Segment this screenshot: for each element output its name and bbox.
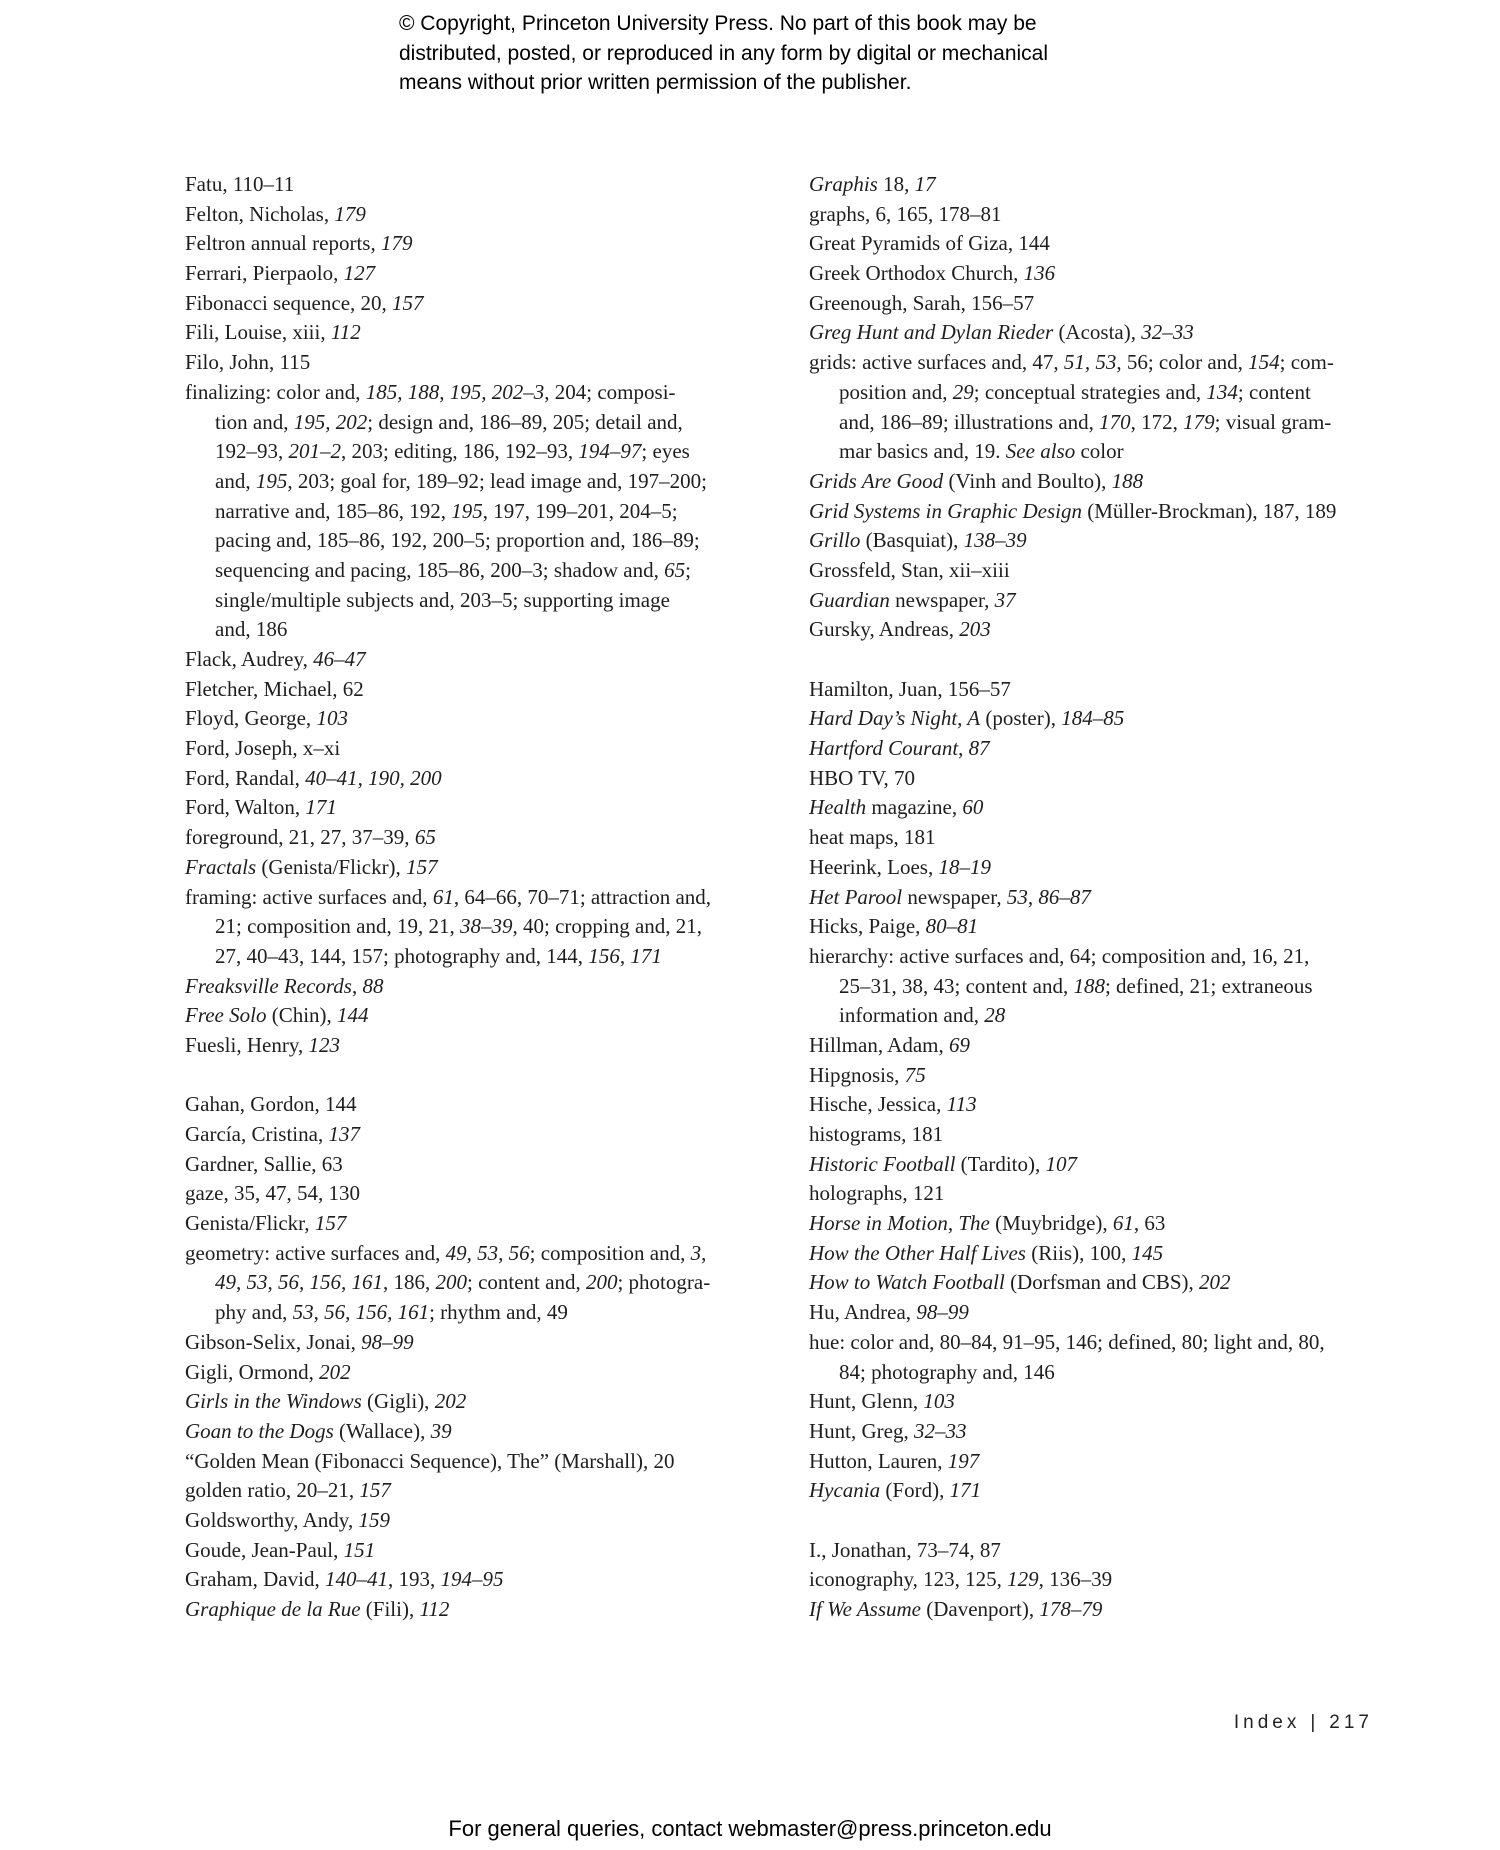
index-entry-line: single/multiple subjects and, 203–5; supporting image — [215, 587, 670, 612]
index-entry-line: Greek Orthodox Church, 136 — [809, 261, 1056, 286]
index-entry-line: Goude, Jean-Paul, 151 — [185, 1537, 376, 1562]
index-entry-line: Health magazine, 60 — [809, 795, 984, 820]
contact-line: For general queries, contact webmaster@press.princeton.edu — [448, 1816, 1052, 1841]
index-entry-line: Floyd, George, 103 — [185, 706, 348, 731]
index-entry-line: iconography, 123, 125, 129, 136–39 — [809, 1567, 1113, 1592]
index-entry-line: 84; photography and, 146 — [839, 1359, 1055, 1384]
index-entry-line: Greg Hunt and Dylan Rieder (Acosta), 32–33 — [809, 320, 1194, 345]
index-entry-line: Horse in Motion, The (Muybridge), 61, 63 — [809, 1211, 1166, 1236]
footer-section-label: Index — [1233, 1712, 1301, 1733]
index-entry-line: graphs, 6, 165, 178–81 — [809, 201, 1002, 226]
index-entry-line: geometry: active surfaces and, 49, 53, 56; composition and, 3, — [185, 1240, 707, 1265]
index-entry-line: Free Solo (Chin), 144 — [185, 1003, 369, 1028]
index-entry-line: If We Assume (Davenport), 178–79 — [809, 1597, 1103, 1621]
index-entry-line: Gigli, Ormond, 202 — [185, 1359, 351, 1384]
index-entry-line: Gibson-Selix, Jonai, 98–99 — [185, 1329, 414, 1354]
index-entry-line: Hutton, Lauren, 197 — [809, 1448, 980, 1473]
index-entry-line: “Golden Mean (Fibonacci Sequence), The” (Marshall), 20 — [185, 1448, 675, 1473]
index-entry-line: Hamilton, Juan, 156–57 — [809, 676, 1011, 701]
index-entry-line: Gardner, Sallie, 63 — [185, 1151, 343, 1176]
index-entry-line: Genista/Flickr, 157 — [185, 1211, 347, 1236]
index-entry-line: Ford, Joseph, x–xi — [185, 736, 341, 761]
index-entry-line: framing: active surfaces and, 61, 64–66, 70–71; attraction and, — [185, 884, 712, 909]
index-entry-line: 27, 40–43, 144, 157; photography and, 144, 156, 171 — [215, 943, 662, 968]
index-entry-line: Felton, Nicholas, 179 — [185, 201, 366, 226]
index-entry-line: García, Cristina, 137 — [185, 1122, 360, 1146]
index-entry-line: Girls in the Windows (Gigli), 202 — [185, 1389, 467, 1414]
footer-separator: | — [1310, 1712, 1320, 1733]
index-column-right — [809, 170, 1369, 1625]
index-entry-line: Ford, Walton, 171 — [185, 795, 337, 820]
copyright-line: © Copyright, Princeton University Press. No part of this book may be — [399, 12, 1037, 35]
index-entry-line: position and, 29; conceptual strategies and, 134; content — [839, 379, 1311, 404]
running-footer — [1234, 1712, 1373, 1734]
index-entry-line: narrative and, 185–86, 192, 195, 197, 199–201, 204–5; — [215, 498, 678, 523]
index-entry-line: Fractals (Genista/Flickr), 157 — [185, 854, 438, 879]
index-entry-line: How to Watch Football (Dorfsman and CBS), 202 — [809, 1270, 1231, 1295]
index-entry-line: 49, 53, 56, 156, 161, 186, 200; content and, 200; photogra- — [215, 1270, 711, 1295]
index-entry-line: heat maps, 181 — [809, 825, 936, 850]
index-entry-line: Ford, Randal, 40–41, 190, 200 — [185, 765, 442, 790]
index-entry-line: Hunt, Glenn, 103 — [809, 1389, 955, 1414]
index-entry-line: and, 195, 203; goal for, 189–92; lead image and, 197–200; — [215, 468, 707, 493]
index-entry-line: phy and, 53, 56, 156, 161; rhythm and, 49 — [215, 1300, 568, 1325]
index-entry-line: Grossfeld, Stan, xii–xiii — [809, 557, 1010, 582]
index-entry-line: Graphique de la Rue (Fili), 112 — [185, 1597, 450, 1621]
index-entry-line: Hillman, Adam, 69 — [809, 1032, 970, 1057]
index-entry-line: Historic Football (Tardito), 107 — [809, 1151, 1078, 1176]
index-entry-line: Grillo (Basquiat), 138–39 — [809, 528, 1027, 553]
index-entry-line: Hipgnosis, 75 — [809, 1062, 926, 1087]
index-entry-line: foreground, 21, 27, 37–39, 65 — [185, 825, 436, 850]
index-entry-line: grids: active surfaces and, 47, 51, 53, 56; color and, 154; com- — [809, 350, 1334, 375]
copyright-line: means without prior written permission of the publisher. — [399, 71, 912, 94]
index-entry-line: 21; composition and, 19, 21, 38–39, 40; cropping and, 21, — [215, 914, 703, 939]
index-entry-line: Hische, Jessica, 113 — [809, 1092, 977, 1117]
index-entry-line: Goldsworthy, Andy, 159 — [185, 1507, 390, 1532]
index-column-left — [185, 170, 730, 1625]
index-entry-line: Hard Day’s Night, A (poster), 184–85 — [809, 706, 1125, 731]
index-entry-line: Fili, Louise, xiii, 112 — [185, 320, 361, 345]
index-entry-line: histograms, 181 — [809, 1122, 944, 1146]
index-entry-line: Gahan, Gordon, 144 — [185, 1092, 357, 1117]
index-entry-line: Guardian newspaper, 37 — [809, 587, 1016, 612]
index-entry-line: Ferrari, Pierpaolo, 127 — [185, 261, 376, 286]
index-entry-line: Het Parool newspaper, 53, 86–87 — [809, 884, 1091, 909]
index-entry-line: Flack, Audrey, 46–47 — [185, 647, 366, 671]
index-entry-line: Grids Are Good (Vinh and Boulto), 188 — [809, 468, 1144, 493]
index-entry-line: holographs, 121 — [809, 1181, 945, 1206]
index-entry-line: Hunt, Greg, 32–33 — [809, 1418, 967, 1443]
index-entry-line: Greenough, Sarah, 156–57 — [809, 290, 1035, 315]
index-entry-line: Freaksville Records, 88 — [185, 973, 384, 998]
index-entry-line: Feltron annual reports, 179 — [185, 231, 413, 256]
index-entry-line: and, 186 — [215, 617, 288, 642]
index-section — [185, 1090, 730, 1624]
index-entry-line: Fuesli, Henry, 123 — [185, 1032, 340, 1057]
index-entry-line: Heerink, Loes, 18–19 — [809, 854, 991, 879]
index-entry-line: 25–31, 38, 43; content and, 188; defined, 21; extraneous — [839, 973, 1313, 998]
index-entry-line: Fatu, 110–11 — [185, 172, 295, 196]
index-entry-line: sequencing and pacing, 185–86, 200–3; shadow and, 65; — [215, 557, 691, 582]
index-entry-line: tion and, 195, 202; design and, 186–89, 205; detail and, — [215, 409, 683, 434]
index-entry-line: mar basics and, 19. See also color — [839, 439, 1124, 464]
page-number: 217 — [1329, 1712, 1373, 1733]
index-entry-line: I., Jonathan, 73–74, 87 — [809, 1537, 1001, 1562]
index-entry-line: Hicks, Paige, 80–81 — [809, 914, 979, 939]
index-section — [809, 1536, 1369, 1625]
copyright-line: distributed, posted, or reproduced in any form by digital or mechanical — [399, 41, 1049, 65]
index-entry-line: Hartford Courant, 87 — [809, 736, 990, 761]
index-entry-line: finalizing: color and, 185, 188, 195, 202–3, 204; composi- — [185, 379, 676, 404]
index-entry-line: pacing and, 185–86, 192, 200–5; proportion and, 186–89; — [215, 528, 700, 553]
index-entry-line: 192–93, 201–2, 203; editing, 186, 192–93, 194–97; eyes — [215, 439, 690, 464]
index-entry-line: golden ratio, 20–21, 157 — [185, 1478, 391, 1503]
index-entry-line: Graham, David, 140–41, 193, 194–95 — [185, 1567, 504, 1592]
index-entry-line: hierarchy: active surfaces and, 64; composition and, 16, 21, — [809, 943, 1310, 968]
index-entry-line: Hu, Andrea, 98–99 — [809, 1300, 969, 1325]
index-entry-line: Great Pyramids of Giza, 144 — [809, 231, 1050, 256]
index-entry-line: information and, 28 — [839, 1003, 1006, 1028]
index-section — [809, 170, 1369, 645]
index-entry-line: Gursky, Andreas, 203 — [809, 617, 991, 642]
index-entry-line: HBO TV, 70 — [809, 765, 915, 790]
index-entry-line: Fletcher, Michael, 62 — [185, 676, 364, 701]
index-entry-line: Graphis 18, 17 — [809, 172, 936, 196]
index-entry-line: Fibonacci sequence, 20, 157 — [185, 290, 424, 315]
index-entry-line: and, 186–89; illustrations and, 170, 172, 179; visual gram- — [839, 409, 1332, 434]
index-entry-line: Filo, John, 115 — [185, 350, 311, 375]
copyright-notice — [399, 9, 1048, 98]
index-section — [809, 675, 1369, 1506]
index-section — [185, 170, 730, 1061]
index-entry-line: Grid Systems in Graphic Design (Müller-Brockman), 187, 189 — [809, 498, 1337, 523]
index-entry-line: gaze, 35, 47, 54, 130 — [185, 1181, 360, 1206]
index-entry-line: hue: color and, 80–84, 91–95, 146; defined, 80; light and, 80, — [809, 1329, 1325, 1354]
index-entry-line: How the Other Half Lives (Riis), 100, 145 — [809, 1240, 1164, 1265]
index-entry-line: Goan to the Dogs (Wallace), 39 — [185, 1418, 452, 1443]
index-entry-line: Hycania (Ford), 171 — [809, 1478, 982, 1503]
